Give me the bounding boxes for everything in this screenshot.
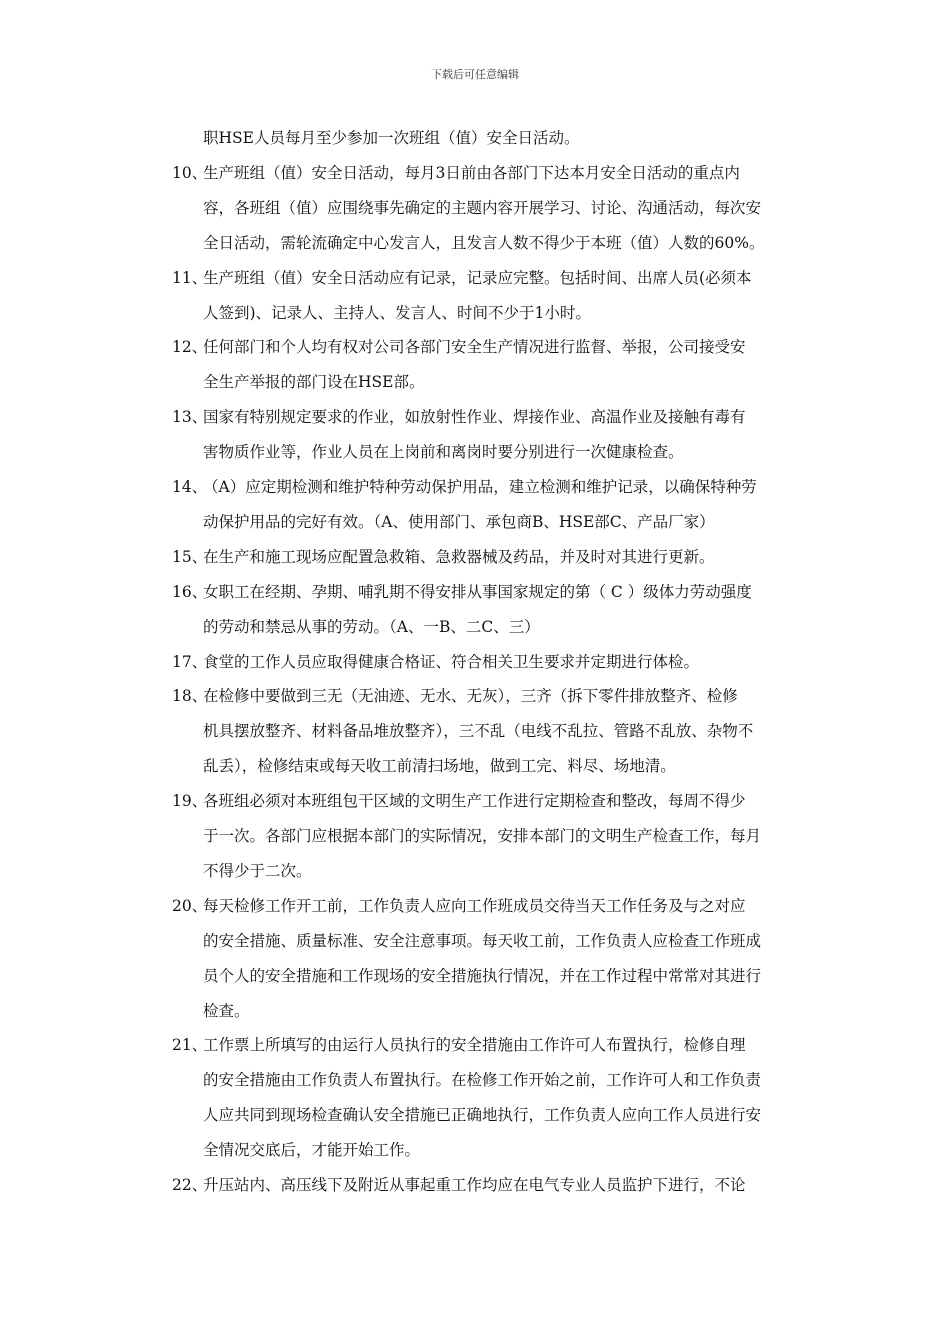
item-text-line: 在生产和施工现场应配置急救箱、急救器械及药品，并及时对其进行更新。 <box>203 547 715 566</box>
item-text-line: 的安全措施、质量标准、安全注意事项。每天收工前，工作负责人应检查工作班成 <box>203 931 762 950</box>
item-number: 20、 <box>172 896 208 915</box>
continuation-line: 职HSE人员每月至少参加一次班组（值）安全日活动。 <box>203 129 580 147</box>
item-text-line: 不得少于二次。 <box>203 861 312 880</box>
item-number: 22、 <box>172 1176 208 1194</box>
item-number: 15、 <box>172 547 208 566</box>
item-text-line: 全日活动，需轮流确定中心发言人，且发言人数不得少于本班（值）人数的60%。 <box>203 233 765 252</box>
item-text-line: 全情况交底后，才能开始工作。 <box>203 1141 421 1160</box>
item-text-line: 在检修中要做到三无（无油迹、无水、无灰），三齐（拆下零件排放整齐、检修 <box>203 687 738 706</box>
item-text-line: 各班组必须对本班组包干区域的文明生产工作进行定期检查和整改，每周不得少 <box>203 792 746 811</box>
item-text-line: 全生产举报的部门设在HSE部。 <box>203 373 425 392</box>
item-text-line: 生产班组（值）安全日活动应有记录，记录应完整。包括时间、出席人员(必须本 <box>203 268 752 287</box>
item-number: 19、 <box>172 792 208 811</box>
item-text-line: 于一次。各部门应根据本部门的实际情况，安排本部门的文明生产检查工作，每月 <box>203 827 762 845</box>
item-text-line: 员个人的安全措施和工作现场的安全措施执行情况，并在工作过程中常常对其进行 <box>203 966 762 985</box>
item-text-line: 国家有特别规定要求的作业，如放射性作业、焊接作业、高温作业及接触有毒有 <box>203 408 746 427</box>
item-text-line: 的安全措施由工作负责人布置执行。在检修工作开始之前，工作许可人和工作负责 <box>203 1071 762 1090</box>
item-text-line: 动保护用品的完好有效。（A、使用部门、承包商B、HSE部C、产品厂家） <box>203 512 715 531</box>
item-number: 16、 <box>172 582 208 601</box>
item-text-line: 工作票上所填写的由运行人员执行的安全措施由工作许可人布置执行，检修自理 <box>203 1036 746 1055</box>
item-number: 12、 <box>172 338 208 357</box>
item-number: 11、 <box>172 268 208 287</box>
item-text-line: 女职工在经期、孕期、哺乳期不得安排从事国家规定的第（ C ）级体力劳动强度 <box>203 582 752 601</box>
item-number: 10、 <box>172 163 208 182</box>
item-text-line: 的劳动和禁忌从事的劳动。（A、一B、二C、三） <box>203 617 540 636</box>
item-number: 18、 <box>172 687 208 706</box>
item-text-line: 容，各班组（值）应围绕事先确定的主题内容开展学习、讨论、沟通活动，每次安 <box>203 198 762 217</box>
page-header: 下载后可任意编辑 <box>431 68 519 81</box>
item-number: 17、 <box>172 652 208 671</box>
item-text-line: 害物质作业等，作业人员在上岗前和离岗时要分别进行一次健康检查。 <box>203 443 684 462</box>
item-text-line: 升压站内、高压线下及附近从事起重工作均应在电气专业人员监护下进行，不论 <box>203 1176 746 1194</box>
item-text-line: 检查。 <box>203 1001 250 1020</box>
item-number: 14、 <box>172 478 208 496</box>
item-text-line: （A）应定期检测和维护特种劳动保护用品，建立检测和维护记录，以确保特种劳 <box>203 478 757 496</box>
item-text-line: 人签到)、记录人、主持人、发言人、时间不少于1小时。 <box>203 303 591 322</box>
item-text-line: 人应共同到现场检查确认安全措施已正确地执行，工作负责人应向工作人员进行安 <box>203 1106 762 1125</box>
item-number: 21、 <box>172 1036 208 1055</box>
item-text-line: 乱丢），检修结束或每天收工前清扫场地，做到工完、料尽、场地清。 <box>203 757 676 776</box>
item-number: 13、 <box>172 408 208 427</box>
item-text-line: 机具摆放整齐、材料备品堆放整齐），三不乱（电线不乱拉、管路不乱放、杂物不 <box>203 722 754 741</box>
item-text-line: 生产班组（值）安全日活动，每月3日前由各部门下达本月安全日活动的重点内 <box>203 163 740 182</box>
item-text-line: 任何部门和个人均有权对公司各部门安全生产情况进行监督、举报，公司接受安 <box>203 338 746 357</box>
item-text-line: 食堂的工作人员应取得健康合格证、符合相关卫生要求并定期进行体检。 <box>203 652 700 671</box>
item-text-line: 每天检修工作开工前，工作负责人应向工作班成员交待当天工作任务及与之对应 <box>203 896 746 915</box>
